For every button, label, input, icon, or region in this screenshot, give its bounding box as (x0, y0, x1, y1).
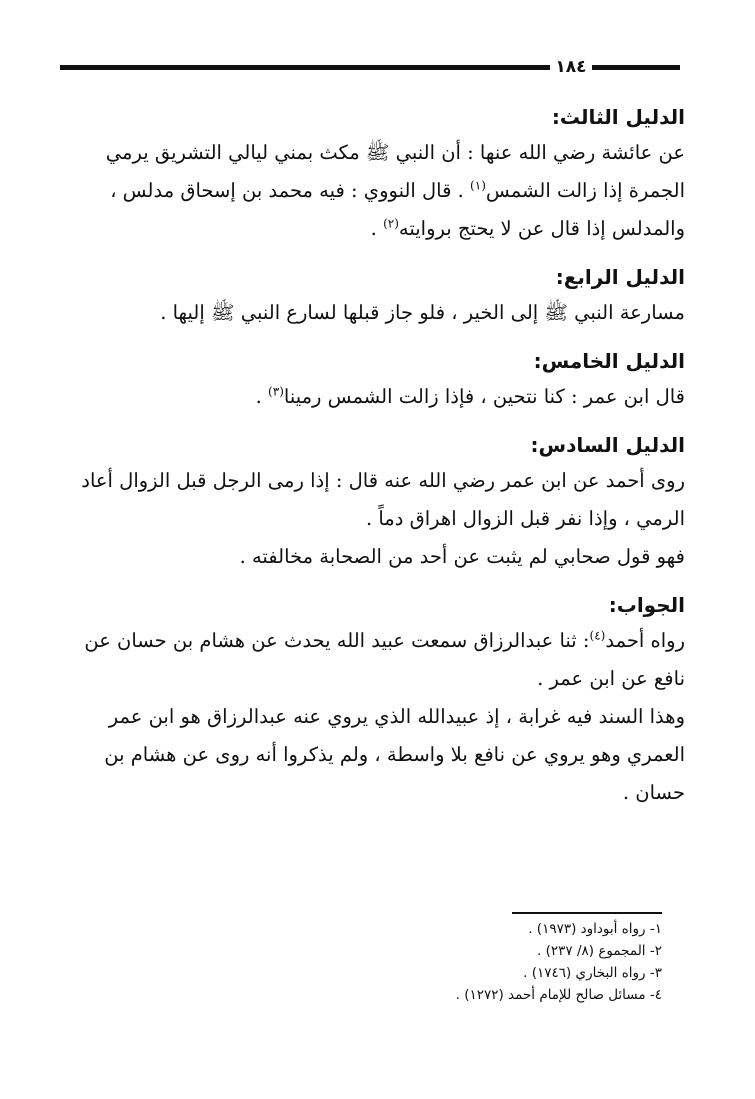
footnote-divider (512, 912, 662, 914)
fifth-proof-paragraph (60, 378, 685, 416)
fifth-proof-text-2: . (255, 385, 269, 408)
footnote-ref-4: (٤) (589, 628, 606, 643)
answer-text-2: : ثنا عبدالرزاق سمعت عبيد الله يحدث عن هشام بن حسان عن نافع عن ابن عمر . (84, 629, 685, 690)
third-proof-text-3: . (370, 217, 384, 240)
footnote-3: ٣- رواه البخاري (١٧٤٦) . (523, 965, 662, 981)
footnote-1: ١- رواه أبوداود (١٩٧٣) . (528, 921, 662, 937)
footnotes (300, 918, 662, 1006)
fifth-proof-text-1: قال ابن عمر : كنا نتحين ، فإذا زالت الشمس رمينا (283, 385, 685, 408)
sixth-proof-paragraph-1: روى أحمد عن ابن عمر رضي الله عنه قال : إذا رمى الرجل قبل الزوال أعاد الرمي ، وإذا نفر قبل الزوال اهراق دماً . (81, 469, 685, 530)
main-text (60, 100, 685, 812)
answer-text-1: رواه أحمد (605, 629, 685, 652)
footnote-ref-3: (٣) (268, 384, 284, 399)
header-line-left (60, 65, 550, 70)
third-proof-text-2: . قال النووي : فيه محمد بن إسحاق مدلس ، والمدلس إذا قال عن لا يحتج بروايته (110, 179, 685, 240)
third-proof-text-1: عن عائشة رضي الله عنها : أن النبي ﷺ مكث بمني ليالي التشريق يرمي الجمرة إذا زالت الشمس (105, 141, 685, 202)
answer-paragraph-1 (60, 622, 685, 698)
sixth-proof-paragraph-2: فهو قول صحابي لم يثبت عن أحد من الصحابة مخالفته . (239, 545, 685, 568)
answer-paragraph-2: وهذا السند فيه غرابة ، إذ عبيدالله الذي يروي عنه عبدالرزاق هو ابن عمر العمري وهو يروي عن نافع بلا واسطة ، ولم يذكروا أنه روى عن هشام بن حسان . (104, 705, 685, 804)
third-proof-paragraph (60, 134, 685, 248)
section-heading-sixth-proof: الدليل السادس: (530, 433, 685, 457)
footnote-4: ٤- مسائل صالح للإمام أحمد (١٢٧٢) . (455, 987, 662, 1003)
page-number: ١٨٤ (555, 57, 587, 77)
fourth-proof-paragraph: مسارعة النبي ﷺ إلى الخير ، فلو جاز قبلها لسارع النبي ﷺ إليها . (160, 301, 685, 324)
section-heading-fourth-proof: الدليل الرابع: (555, 265, 685, 289)
section-heading-fifth-proof: الدليل الخامس: (533, 349, 685, 373)
footnote-2: ٢- المجموع (٨/ ٢٣٧) . (537, 943, 662, 959)
section-heading-answer: الجواب: (608, 593, 685, 617)
footnote-ref-1: (١) (470, 178, 486, 193)
section-heading-third-proof: الدليل الثالث: (551, 105, 685, 129)
header-rule (60, 57, 680, 77)
header-line-right (592, 65, 680, 70)
footnote-ref-2: (٢) (383, 216, 399, 231)
